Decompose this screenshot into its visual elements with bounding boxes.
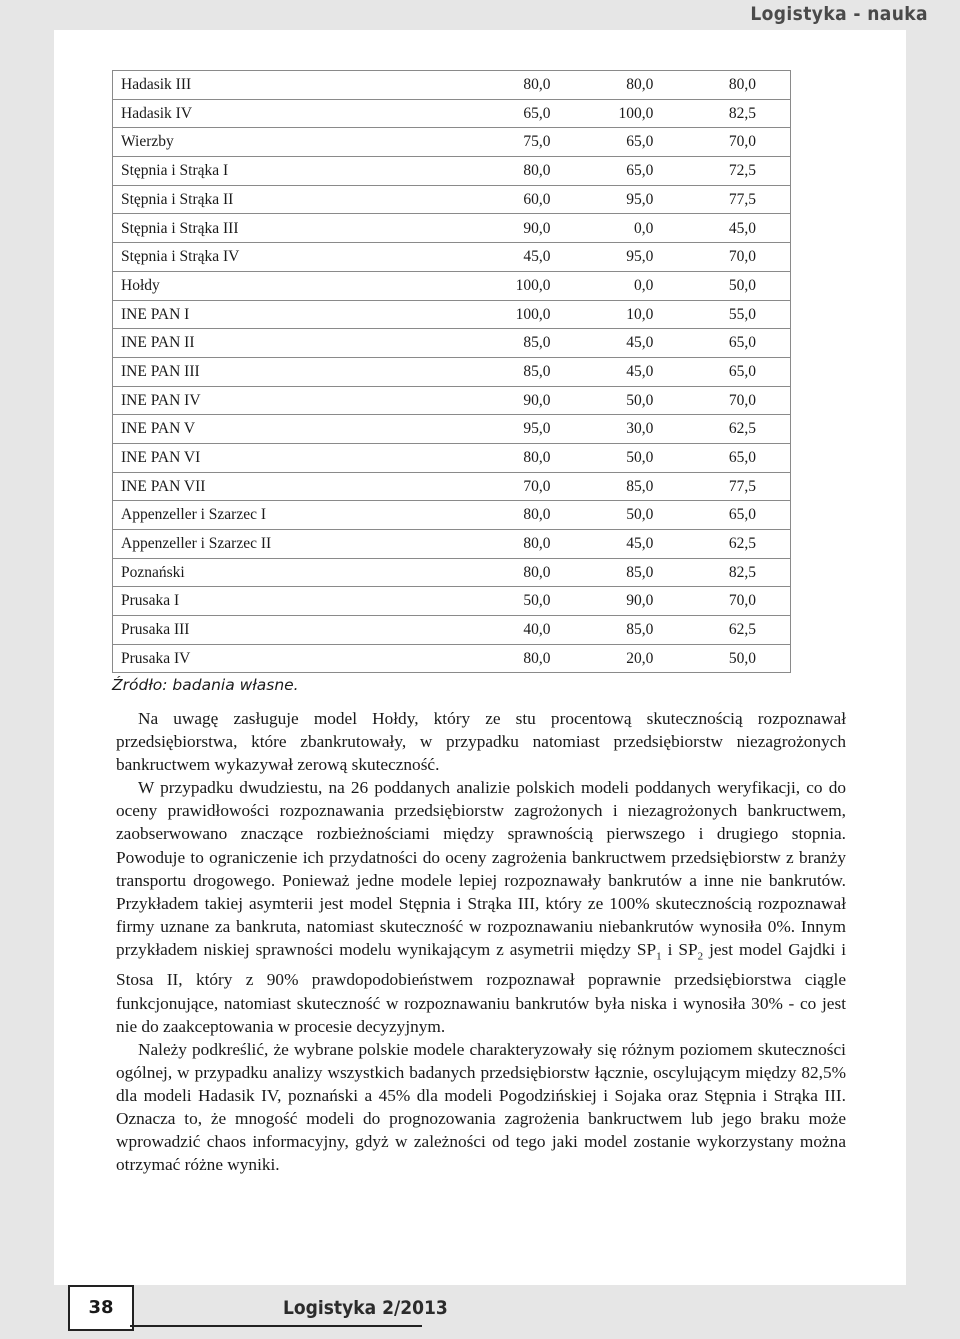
bottom-band xyxy=(0,1285,960,1339)
right-margin-band xyxy=(906,30,960,1285)
table-row xyxy=(113,616,791,645)
value-cell-3: 62,5 xyxy=(687,530,790,559)
value-cell-1: 70,0 xyxy=(495,472,584,501)
value-cell-2: 90,0 xyxy=(584,587,687,616)
running-header: Logistyka - nauka xyxy=(750,3,928,25)
paragraph-2 xyxy=(116,776,846,1037)
value-cell-1: 65,0 xyxy=(495,99,584,128)
value-cell-3: 70,0 xyxy=(687,386,790,415)
table-row xyxy=(113,357,791,386)
model-name-cell: Appenzeller i Szarzec II xyxy=(113,530,495,559)
model-name-cell: Stępnia i Strąka IV xyxy=(113,243,495,272)
model-name-cell: Poznański xyxy=(113,558,495,587)
value-cell-3: 70,0 xyxy=(687,587,790,616)
model-name-cell: INE PAN IV xyxy=(113,386,495,415)
value-cell-1: 90,0 xyxy=(495,386,584,415)
table-body xyxy=(113,71,791,673)
value-cell-2: 20,0 xyxy=(584,644,687,673)
value-cell-3: 55,0 xyxy=(687,300,790,329)
value-cell-2: 50,0 xyxy=(584,501,687,530)
model-name-cell: Wierzby xyxy=(113,128,495,157)
table-row xyxy=(113,443,791,472)
value-cell-2: 45,0 xyxy=(584,329,687,358)
value-cell-2: 50,0 xyxy=(584,443,687,472)
value-cell-2: 45,0 xyxy=(584,357,687,386)
table-row xyxy=(113,530,791,559)
value-cell-1: 80,0 xyxy=(495,644,584,673)
left-margin-band xyxy=(0,30,54,1285)
value-cell-1: 100,0 xyxy=(495,300,584,329)
footer-rule xyxy=(130,1325,422,1327)
table-row xyxy=(113,185,791,214)
value-cell-3: 50,0 xyxy=(687,271,790,300)
model-name-cell: Prusaka IV xyxy=(113,644,495,673)
paragraph-1: Na uwagę zasługuje model Hołdy, który ze stu procentową skutecznością rozpoznawał przedsiębiorstwa, które zbankrutowały, w przypadku natomiast przedsiębiorstw niezagrożonych bankructwem wykazywał zerową skuteczność. xyxy=(116,709,846,775)
table-row xyxy=(113,501,791,530)
model-name-cell: Prusaka III xyxy=(113,616,495,645)
value-cell-2: 80,0 xyxy=(584,71,687,100)
value-cell-3: 70,0 xyxy=(687,243,790,272)
table-row xyxy=(113,157,791,186)
value-cell-1: 50,0 xyxy=(495,587,584,616)
table-row xyxy=(113,386,791,415)
value-cell-3: 77,5 xyxy=(687,185,790,214)
value-cell-1: 75,0 xyxy=(495,128,584,157)
value-cell-2: 30,0 xyxy=(584,415,687,444)
value-cell-3: 50,0 xyxy=(687,644,790,673)
table-row xyxy=(113,71,791,100)
table-row xyxy=(113,558,791,587)
journal-name: Logistyka 2/2013 xyxy=(283,1297,448,1319)
value-cell-2: 85,0 xyxy=(584,558,687,587)
value-cell-3: 82,5 xyxy=(687,99,790,128)
value-cell-1: 85,0 xyxy=(495,329,584,358)
value-cell-3: 82,5 xyxy=(687,558,790,587)
model-name-cell: Hołdy xyxy=(113,271,495,300)
value-cell-3: 62,5 xyxy=(687,616,790,645)
table-row xyxy=(113,300,791,329)
value-cell-2: 45,0 xyxy=(584,530,687,559)
paragraph-2-part-a: W przypadku dwudziestu, na 26 poddanych analizie polskich modeli poddanych weryfikacji, co do oceny prawidłowości rozpoznawania przedsiębiorstw zagrożonych i niezagrożonych bankructwem, zaobserwowano znaczące rozbieżnościami między sprawnością pierwszego i drugiego stopnia. Powoduje to ograniczenie ich przydatności do oceny zagrożenia bankructwem przedsiębiorstw z branży transportu drogowego. Ponieważ jedne modele lepiej rozpoznawały bankrutów a inne nie bankrutów. Przykładem takiej asymterii jest model Stępnia i Strąka III, który ze 100% skutecznością rozpoznawał firmy uznane za bankruta, natomiast skuteczność w rozpoznawaniu niebankrutów wynosiła 0%. Innym przykładem niskiej sprawności modelu wynikającym z asymetrii między SP xyxy=(116,778,846,959)
model-name-cell: Prusaka I xyxy=(113,587,495,616)
value-cell-1: 95,0 xyxy=(495,415,584,444)
value-cell-2: 50,0 xyxy=(584,386,687,415)
table-row xyxy=(113,243,791,272)
value-cell-2: 0,0 xyxy=(584,214,687,243)
subscript-1: 1 xyxy=(656,950,662,963)
value-cell-2: 95,0 xyxy=(584,243,687,272)
body-text xyxy=(116,707,846,1176)
table-row xyxy=(113,214,791,243)
value-cell-3: 80,0 xyxy=(687,71,790,100)
table-row xyxy=(113,99,791,128)
model-name-cell: INE PAN II xyxy=(113,329,495,358)
value-cell-3: 65,0 xyxy=(687,443,790,472)
value-cell-1: 80,0 xyxy=(495,558,584,587)
table-source: Źródło: badania własne. xyxy=(112,676,299,694)
table-row xyxy=(113,271,791,300)
value-cell-2: 65,0 xyxy=(584,128,687,157)
table-row xyxy=(113,329,791,358)
paragraph-2-part-c: jest model Gajdki i Stosa II, który z 90% prawdopodobieństwem rozpoznawał poprawnie przedsiębiorstwa ciągle funkcjonujące, natomiast skuteczność w rozpoznawaniu bankrutów była niska i wynosiła 30% - co jest nie do zaakceptowania w procesie decyzyjnym. xyxy=(116,939,847,1036)
value-cell-1: 80,0 xyxy=(495,71,584,100)
value-cell-1: 60,0 xyxy=(495,185,584,214)
model-name-cell: Stępnia i Strąka I xyxy=(113,157,495,186)
model-name-cell: INE PAN VI xyxy=(113,443,495,472)
value-cell-2: 10,0 xyxy=(584,300,687,329)
model-name-cell: Appenzeller i Szarzec I xyxy=(113,501,495,530)
model-name-cell: Hadasik III xyxy=(113,71,495,100)
table-row xyxy=(113,415,791,444)
page-number: 38 xyxy=(68,1285,134,1331)
value-cell-3: 65,0 xyxy=(687,501,790,530)
value-cell-1: 85,0 xyxy=(495,357,584,386)
table-row xyxy=(113,128,791,157)
results-table xyxy=(112,70,791,673)
value-cell-3: 45,0 xyxy=(687,214,790,243)
value-cell-3: 65,0 xyxy=(687,357,790,386)
table-row xyxy=(113,587,791,616)
value-cell-2: 0,0 xyxy=(584,271,687,300)
value-cell-2: 100,0 xyxy=(584,99,687,128)
value-cell-1: 45,0 xyxy=(495,243,584,272)
value-cell-1: 40,0 xyxy=(495,616,584,645)
value-cell-3: 77,5 xyxy=(687,472,790,501)
model-name-cell: INE PAN I xyxy=(113,300,495,329)
paragraph-2-part-b: i SP xyxy=(661,939,698,959)
value-cell-1: 80,0 xyxy=(495,501,584,530)
value-cell-2: 85,0 xyxy=(584,616,687,645)
value-cell-2: 85,0 xyxy=(584,472,687,501)
model-name-cell: Hadasik IV xyxy=(113,99,495,128)
value-cell-2: 95,0 xyxy=(584,185,687,214)
value-cell-2: 65,0 xyxy=(584,157,687,186)
table-row xyxy=(113,644,791,673)
table-row xyxy=(113,472,791,501)
subscript-2: 2 xyxy=(697,950,704,963)
model-name-cell: INE PAN III xyxy=(113,357,495,386)
model-name-cell: INE PAN VII xyxy=(113,472,495,501)
value-cell-3: 72,5 xyxy=(687,157,790,186)
value-cell-3: 70,0 xyxy=(687,128,790,157)
value-cell-1: 100,0 xyxy=(495,271,584,300)
value-cell-3: 65,0 xyxy=(687,329,790,358)
model-name-cell: INE PAN V xyxy=(113,415,495,444)
model-name-cell: Stępnia i Strąka III xyxy=(113,214,495,243)
value-cell-1: 80,0 xyxy=(495,530,584,559)
value-cell-1: 80,0 xyxy=(495,157,584,186)
value-cell-1: 90,0 xyxy=(495,214,584,243)
model-name-cell: Stępnia i Strąka II xyxy=(113,185,495,214)
paragraph-3: Należy podkreślić, że wybrane polskie modele charakteryzowały się różnym poziomem skuteczności ogólnej, w przypadku analizy wszystkich badanych przedsiębiorstw łącznie, oscylującym między 82,5% dla modeli Hadasik IV, poznański a 45% dla modeli Pogodzińskiej i Sojaka oraz Stępnia i Strąka III. Oznacza to, że mnogość modeli do prognozowania zagrożenia bankructwem lub jego braku może wprowadzić chaos informacyjny, gdyż w zależności od tego jaki model zostanie wykorzystany można otrzymać różne wyniki. xyxy=(116,1039,846,1175)
value-cell-3: 62,5 xyxy=(687,415,790,444)
value-cell-1: 80,0 xyxy=(495,443,584,472)
